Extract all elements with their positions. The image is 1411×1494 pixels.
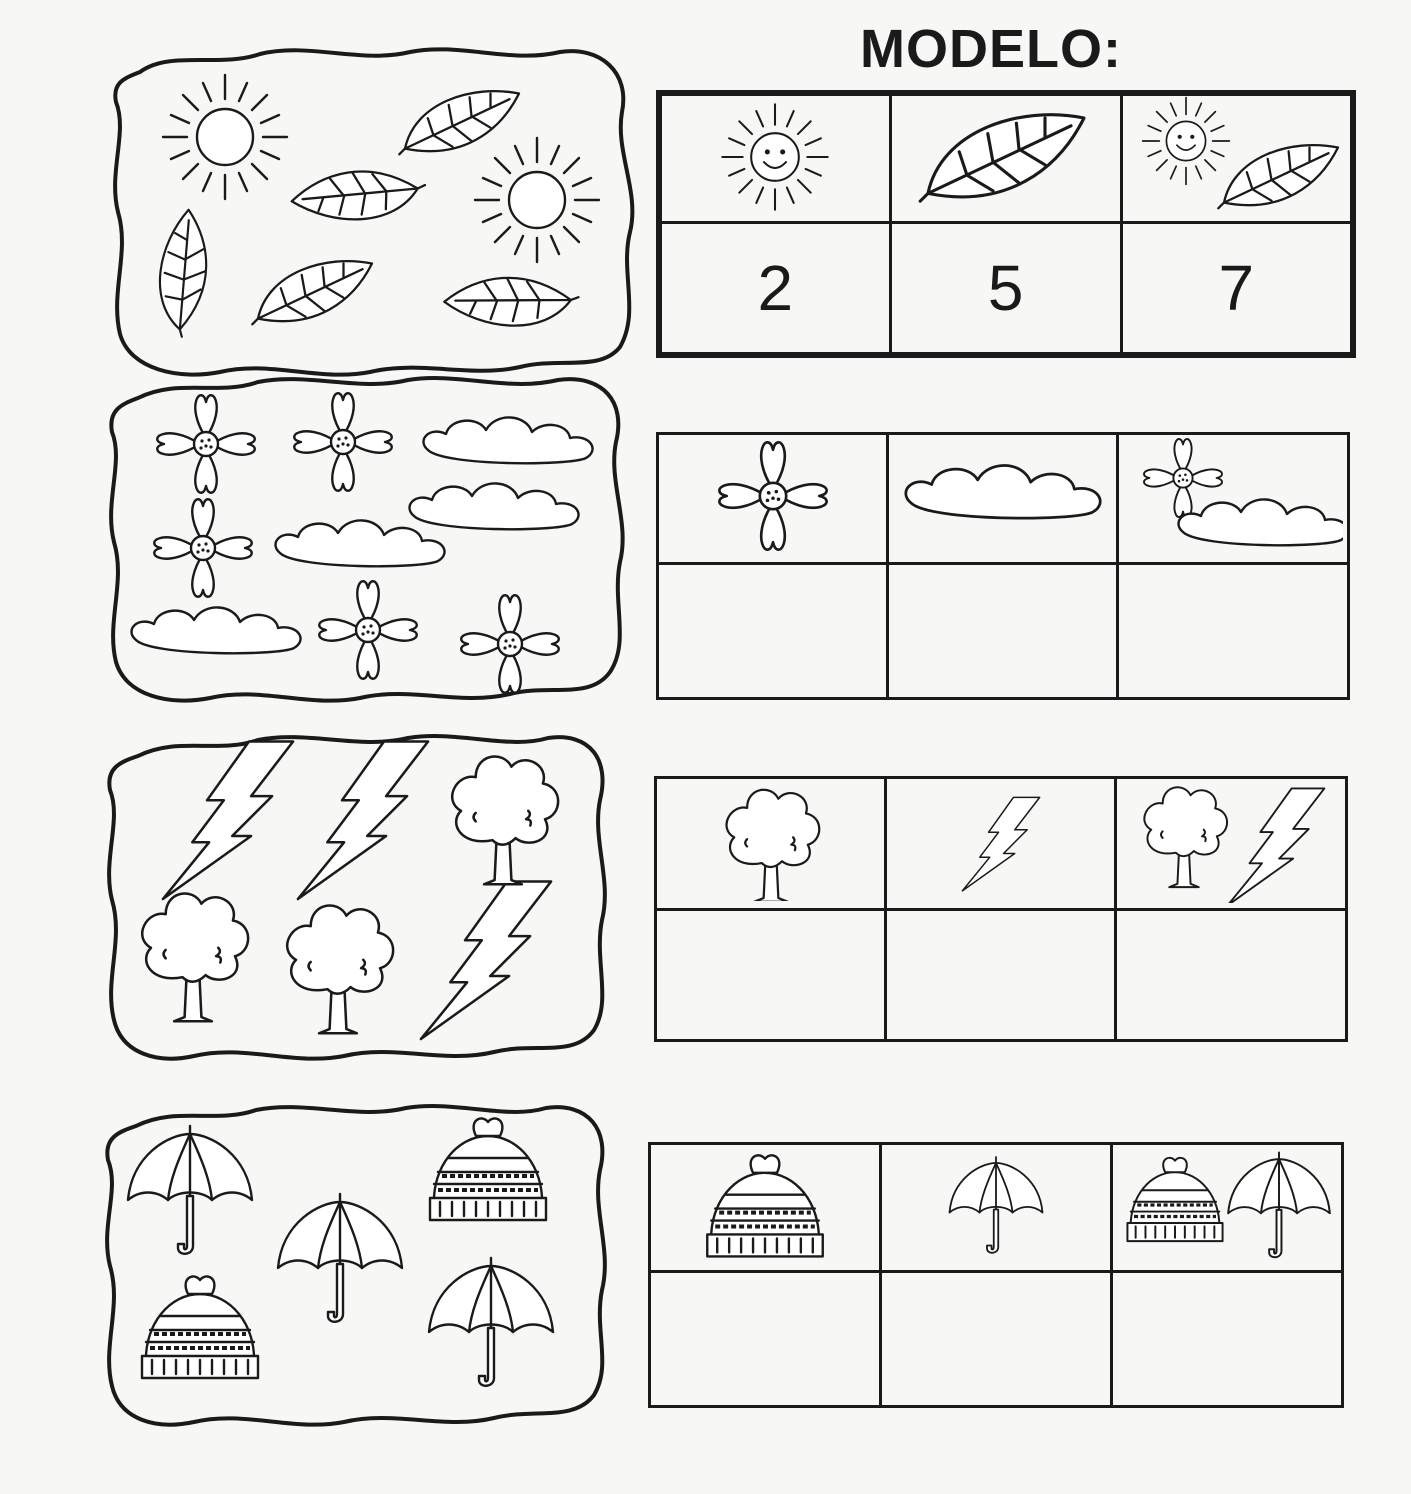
answer-table-row-4 (648, 1142, 1344, 1408)
tree-icon (142, 893, 248, 1021)
lightning-icon (421, 882, 551, 1040)
tree-icon (701, 781, 841, 901)
cloud-icon (409, 483, 578, 529)
answer-number: 7 (1218, 252, 1255, 324)
flower-icon (708, 441, 838, 551)
sun-and-leaf-icon (1131, 96, 1341, 216)
scene-box-suns-leaves (100, 42, 645, 382)
blank-answer-cell[interactable] (1116, 910, 1347, 1041)
blank-answer-cell[interactable] (886, 910, 1116, 1041)
scene-box-umbrellas-beanies (96, 1100, 618, 1430)
beanie-icon (142, 1276, 258, 1378)
lightning-icon (298, 742, 428, 900)
leaf-icon (916, 99, 1096, 214)
umbrella-icon (128, 1126, 252, 1254)
cloud-icon (423, 417, 592, 463)
flower-icon (319, 581, 417, 679)
beanie-and-umbrella-icon (1117, 1145, 1337, 1265)
umbrella-icon (278, 1194, 402, 1322)
leaf-icon (291, 144, 425, 244)
cloud-icon (131, 607, 300, 653)
leaf-icon (399, 91, 519, 154)
blank-answer-cell[interactable] (650, 1272, 881, 1407)
icon-cell (1118, 434, 1349, 564)
umbrella-icon (941, 1146, 1051, 1264)
blank-answer-cell[interactable] (880, 1272, 1111, 1407)
leaf-icon (443, 247, 578, 355)
icon-cell (658, 434, 888, 564)
sun-icon (163, 75, 287, 199)
answer-cell (659, 223, 890, 356)
page-title: MODELO: (860, 19, 1122, 79)
model-cell-sun-leaf (1121, 93, 1353, 223)
flower-icon (461, 595, 559, 693)
umbrella-icon (429, 1258, 553, 1386)
tree-and-lightning-icon (1126, 779, 1336, 903)
flower-icon (294, 393, 392, 491)
blank-answer-cell[interactable] (888, 564, 1118, 699)
lightning-icon (163, 742, 293, 900)
beanie-icon (430, 1118, 546, 1220)
answer-number: 2 (757, 252, 794, 324)
cloud-icon (903, 456, 1103, 536)
icon-cell (1116, 778, 1347, 910)
flower-and-cloud-icon (1123, 436, 1343, 556)
answer-number: 5 (987, 252, 1024, 324)
leaf-icon (130, 209, 239, 337)
model-cell-sun (659, 93, 890, 223)
icon-cell (650, 1144, 881, 1272)
icon-cell (880, 1144, 1111, 1272)
lightning-icon (936, 786, 1066, 896)
flower-icon (157, 395, 255, 493)
icon-cell (1111, 1144, 1342, 1272)
blank-answer-cell[interactable] (1118, 564, 1349, 699)
icon-cell (888, 434, 1118, 564)
icon-cell (886, 778, 1116, 910)
blank-answer-cell[interactable] (658, 564, 888, 699)
model-cell-leaf (890, 93, 1121, 223)
icon-cell (656, 778, 886, 910)
answer-table-row-2 (656, 432, 1350, 700)
blank-answer-cell[interactable] (1111, 1272, 1342, 1407)
sun-icon (700, 99, 850, 214)
flower-icon (154, 499, 252, 597)
answer-table-row-3 (654, 776, 1348, 1042)
blank-answer-cell[interactable] (656, 910, 886, 1041)
cloud-icon (275, 520, 444, 566)
tree-icon (287, 905, 393, 1033)
tree-icon (452, 756, 558, 884)
answer-cell (890, 223, 1121, 356)
leaf-icon (252, 261, 372, 324)
scene-box-lightning-trees (98, 730, 618, 1065)
beanie-icon (690, 1150, 840, 1260)
answer-cell (1121, 223, 1353, 356)
sun-icon (475, 138, 599, 262)
model-table (656, 90, 1356, 358)
scene-box-flowers-clouds (98, 372, 638, 707)
